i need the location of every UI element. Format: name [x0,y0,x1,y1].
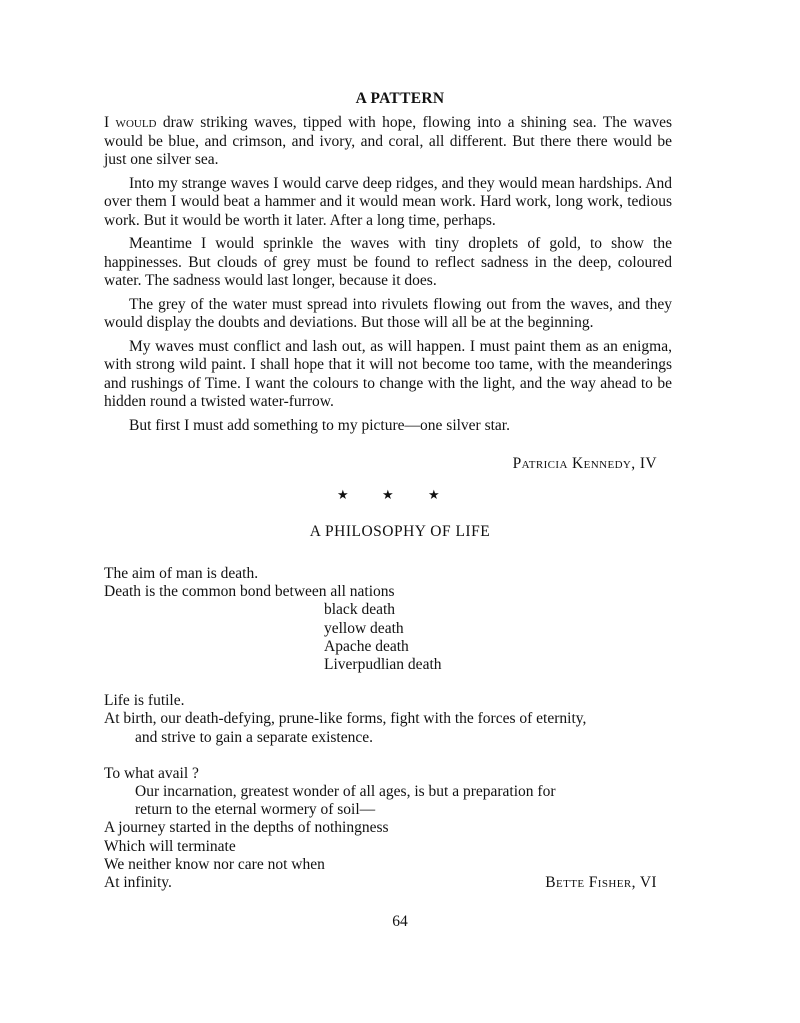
author-form: , IV [631,455,657,472]
poem-line: Our incarnation, greatest wonder of all ages, is but a preparation for [135,783,556,801]
pattern-author [513,455,657,473]
philosophy-author [545,874,657,892]
author-name: Patricia Kennedy [512,455,632,472]
poem-line: The aim of man is death. [104,565,259,582]
paragraph: Meantime I would sprinkle the waves with tiny droplets of gold, to show the happinesses. But clouds of grey must be found to reflect sadness in the deep, coloured water. The sadness would last longer, because it does. [104,235,672,289]
poem-line: and strive to gain a separate existence. [135,728,373,746]
poem-line: yellow death [324,619,404,637]
poem-line: At infinity. [104,874,172,892]
poem-line: We neither know nor care not when [104,855,325,873]
paragraph: The grey of the water must spread into rivulets flowing out from the waves, and they would display the doubts and deviations. But those will all be at the beginning. [104,295,672,331]
poem-line: return to the eternal wormery of soil— [135,801,376,819]
paragraph: But first I must add something to my picture—one silver star. [129,416,510,434]
author-form: , VI [631,874,657,891]
pattern-body [104,114,672,440]
poem-line: Death is the common bond between all nations [104,583,395,601]
opening-words: I would [104,114,157,131]
poem-line: A journey started in the depths of nothingness [104,819,389,837]
philosophy-poem [104,565,684,892]
stanza-break [104,674,684,692]
poem-line: Which will terminate [104,837,236,855]
star-icon: ★ [382,487,394,502]
poem-line: Liverpudlian death [324,656,442,674]
page-number: 64 [392,913,408,930]
poem-line: Life is futile. [104,692,185,710]
pattern-title: A PATTERN [355,90,445,107]
paragraph-text: draw striking waves, tipped with hope, flowing into a shining sea. The waves would be blue, and crimson, and ivory, and coral, all different. But there there would be just one silver sea. [104,114,672,168]
stanza-break [104,747,684,765]
paragraph [104,114,672,170]
philosophy-title: A PHILOSOPHY OF LIFE [309,523,491,540]
star-icon: ★ [428,487,440,502]
author-name: Bette Fisher [545,874,632,891]
paragraph: Into my strange waves I would carve deep ridges, and they would mean hardships. And over them I would beat a hammer and it would mean work. Hard work, long work, tedious work. But it would be worth it later. After a long time, perhaps. [104,174,672,229]
poem-line: Apache death [324,637,409,655]
poem-line: black death [324,601,396,619]
section-separator [0,487,800,507]
star-icon: ★ [337,487,349,502]
poem-line: To what avail ? [104,764,199,782]
poem-line: At birth, our death-defying, prune-like forms, fight with the forces of eternity, [104,710,587,728]
paragraph: My waves must conflict and lash out, as will happen. I must paint them as an enigma, with strong wild paint. I shall hope that it will not become too tame, with the meanderings and rushings of Time. I want the colours to change with the light, and the way ahead to be hidden round a twisted water-furrow. [104,337,672,410]
